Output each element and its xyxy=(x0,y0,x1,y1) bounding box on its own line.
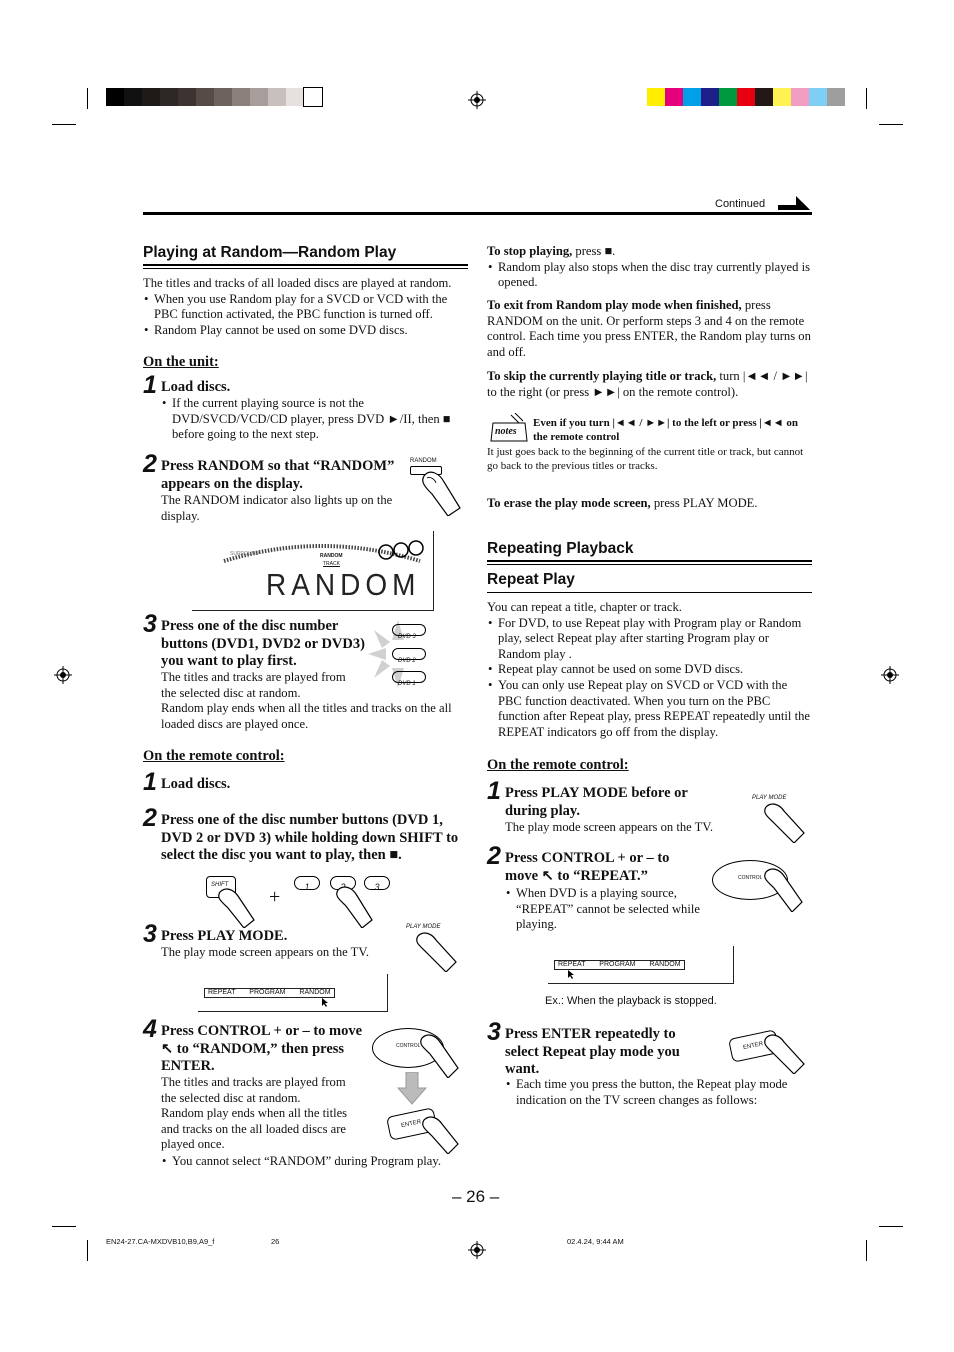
crop-mark xyxy=(866,88,867,109)
dvd3-button xyxy=(392,624,426,640)
color-swatch xyxy=(304,88,322,106)
step-title: Press PLAY MODE before or during play. xyxy=(505,785,688,819)
intro-text: The titles and tracks of all loaded discs are played at random. xyxy=(143,276,452,290)
notes-word: notes xyxy=(495,426,517,437)
play-mode-screen xyxy=(548,946,734,984)
dvd1-label: DVD 1 xyxy=(398,681,416,687)
lcd-track-indicator: TRACK xyxy=(323,561,340,567)
skip-text: turn |◄◄ / ►►| to the right (or press ►►| on the remote control). xyxy=(487,369,808,399)
dvd2-label: DVD 2 xyxy=(398,658,416,664)
disc1-button xyxy=(294,876,320,890)
crop-mark xyxy=(87,1240,88,1261)
unit-display-illustration xyxy=(192,531,434,611)
step-number: 4 xyxy=(143,1015,157,1043)
footer-date: 02.4.24, 9:44 AM xyxy=(567,1237,624,1246)
disc3-label: 3 xyxy=(374,882,380,892)
enter-label: ENTER xyxy=(742,1041,764,1052)
on-remote-heading: On the remote control: xyxy=(143,748,285,764)
screen-menu-row: REPEAT PROGRAM RANDOM xyxy=(554,960,685,970)
dvd3-label: DVD 3 xyxy=(398,634,416,640)
lcd-random-indicator: RANDOM xyxy=(320,553,343,559)
crop-mark xyxy=(52,1226,76,1227)
step-number: 2 xyxy=(143,450,157,478)
step-number: 3 xyxy=(143,610,157,638)
disc-icons xyxy=(378,539,426,563)
play-mode-screen xyxy=(198,974,388,1012)
color-swatch xyxy=(683,88,701,106)
step-title: Press PLAY MODE. xyxy=(161,928,288,944)
finger-icon xyxy=(760,1032,806,1074)
repeat-intro: You can repeat a title, chapter or track. xyxy=(487,600,682,614)
on-remote-heading: On the remote control: xyxy=(487,757,629,773)
list-item: • You can only use Repeat play on SVCD or VCD with the PBC function deactivated. When you turn on the PBC function after Repeat play, press REPEAT repeatedly until the REPEAT indicators go off from the display. xyxy=(487,678,812,740)
title-rule xyxy=(487,564,812,565)
list-item: • Random play also stops when the disc tray currently played is opened. xyxy=(487,260,812,291)
step-number: 3 xyxy=(143,920,157,948)
step-number: 3 xyxy=(487,1018,501,1046)
registration-mark-icon xyxy=(468,1241,486,1259)
section-title-random-play: Playing at Random—Random Play xyxy=(143,244,397,261)
erase-text: press PLAY MODE. xyxy=(650,496,758,510)
step-body: The RANDOM indicator also lights up on the display. xyxy=(161,493,393,523)
continued-label: Continued xyxy=(715,198,766,210)
random-button-illustration xyxy=(410,458,460,518)
random-button-label: RANDOM xyxy=(410,458,437,464)
finger-icon xyxy=(760,866,804,912)
color-swatch xyxy=(196,88,214,106)
step-title: Press CONTROL + or – to move ↖ to “REPEAT.” xyxy=(505,850,670,884)
step-number: 1 xyxy=(487,777,501,805)
color-swatch xyxy=(286,88,304,106)
step-body: Random play ends when all the titles and tracks on the all loaded discs are played once. xyxy=(161,1106,348,1152)
screen-menu-row: REPEAT PROGRAM RANDOM xyxy=(204,988,335,998)
color-swatch xyxy=(827,88,845,106)
step-body: The play mode screen appears on the TV. xyxy=(161,945,369,959)
play-mode-button-illustration xyxy=(752,795,808,843)
color-swatch xyxy=(701,88,719,106)
crop-mark xyxy=(866,1240,867,1261)
enter-label: ENTER xyxy=(400,1119,422,1130)
exit-label: To exit from Random play mode when finished, xyxy=(487,298,742,312)
dvd2-button xyxy=(392,648,426,664)
step-title: Load discs. xyxy=(161,776,231,792)
color-swatch xyxy=(647,88,665,106)
crop-mark xyxy=(879,124,903,125)
color-swatch xyxy=(106,88,124,106)
list-item: • Random Play cannot be used on some DVD discs. xyxy=(143,323,468,339)
footer-file-name: EN24-27.CA-MXDVB10,B9,A9_f xyxy=(106,1237,215,1246)
finger-icon xyxy=(418,468,462,516)
step-number: 1 xyxy=(143,371,157,399)
lcd-main-text: RANDOM xyxy=(266,567,421,602)
stop-text: press ■. xyxy=(572,244,616,258)
erase-label: To erase the play mode screen, xyxy=(487,496,651,510)
color-swatch xyxy=(809,88,827,106)
play-mode-label: PLAY MODE xyxy=(406,924,441,930)
color-swatch xyxy=(232,88,250,106)
control-dial-illustration xyxy=(710,858,806,914)
note-body: It just goes back to the beginning of the current title or track, but cannot go back to the previous titles or tracks. xyxy=(487,446,804,472)
step-title: Press ENTER repeatedly to select Repeat play mode you want. xyxy=(505,1026,680,1077)
section-title-repeating: Repeating Playback xyxy=(487,540,634,557)
step-number: 1 xyxy=(143,768,157,796)
header-rule xyxy=(143,212,812,215)
shift-label: SHIFT xyxy=(211,882,229,888)
list-item: • When you use Random play for a SVCD or VCD with the PBC function activated, the PBC function is turned off. xyxy=(143,292,468,323)
control-label: CONTROL xyxy=(396,1043,421,1049)
list-item: • Each time you press the button, the Repeat play mode indication on the TV screen changes as follows: xyxy=(505,1077,805,1108)
registration-mark-icon xyxy=(881,666,899,684)
control-label: CONTROL xyxy=(738,875,763,881)
step-body: The titles and tracks are played from the selected disc at random. xyxy=(161,670,346,700)
list-item: • You cannot select “RANDOM” during Program play. xyxy=(161,1154,468,1170)
registration-mark-icon xyxy=(468,91,486,109)
list-item: • Repeat play cannot be used on some DVD discs. xyxy=(487,662,812,678)
disc1-label: 1 xyxy=(304,882,310,892)
color-swatch xyxy=(214,88,232,106)
on-unit-heading: On the unit: xyxy=(143,354,219,370)
arrow-down-icon xyxy=(396,1072,428,1106)
color-swatch xyxy=(160,88,178,106)
title-rule xyxy=(487,560,812,562)
list-item: • If the current playing source is not the DVD/SVCD/VCD/CD player, press DVD ►/II, then ■ before going to the next step. xyxy=(161,396,466,443)
list-item: • When DVD is a playing source, “REPEAT” cannot be selected while playing. xyxy=(505,886,710,933)
color-swatch xyxy=(142,88,160,106)
finger-icon xyxy=(216,886,256,928)
plus-sign: + xyxy=(269,886,281,908)
step-title: Press one of the disc number buttons (DVD1, DVD2 or DVD3) you want to play first. xyxy=(161,618,365,669)
example-caption: Ex.: When the playback is stopped. xyxy=(545,995,717,1007)
cursor-icon xyxy=(568,970,576,979)
play-mode-button-illustration xyxy=(404,924,464,972)
step-body: Random play ends when all the titles and tracks on the all loaded discs are played once. xyxy=(161,701,452,731)
title-rule xyxy=(143,268,468,269)
color-swatch xyxy=(737,88,755,106)
color-swatch xyxy=(665,88,683,106)
dvd1-button xyxy=(392,671,426,687)
step-number: 2 xyxy=(143,804,157,832)
step-number: 2 xyxy=(487,842,501,870)
color-swatch xyxy=(124,88,142,106)
stop-label: To stop playing, xyxy=(487,244,573,258)
color-swatch xyxy=(719,88,737,106)
enter-button-illustration xyxy=(726,1024,808,1072)
dvd-buttons-illustration xyxy=(360,618,436,690)
step-body: The titles and tracks are played from the selected disc at random. xyxy=(161,1075,346,1105)
crop-mark xyxy=(52,124,76,125)
title-rule xyxy=(487,592,812,593)
color-swatch xyxy=(791,88,809,106)
arrow-right-icon xyxy=(776,192,812,212)
color-swatch xyxy=(268,88,286,106)
color-swatch xyxy=(250,88,268,106)
finger-icon xyxy=(418,1114,460,1154)
cursor-icon xyxy=(322,998,330,1007)
page-number: – 26 – xyxy=(452,1187,500,1206)
step-title: Load discs. xyxy=(161,379,231,395)
lcd-surround: SURROUND xyxy=(230,551,259,557)
control-enter-illustration xyxy=(368,1024,464,1152)
crop-mark xyxy=(879,1226,903,1227)
exit-text: press RANDOM on the unit. Or perform steps 3 and 4 on the remote control. Each time you press ENTER, the Random play turns on and off. xyxy=(487,298,811,359)
note-title: Even if you turn |◄◄ / ►►| to the left or press |◄◄ on the remote control xyxy=(533,417,798,443)
footer-file-page: 26 xyxy=(271,1237,280,1246)
crop-mark xyxy=(87,88,88,109)
finger-icon xyxy=(760,801,806,843)
skip-label: To skip the currently playing title or track, xyxy=(487,369,717,383)
color-swatch xyxy=(755,88,773,106)
step-body: The play mode screen appears on the TV. xyxy=(505,820,713,834)
title-rule xyxy=(143,264,468,266)
notes-icon xyxy=(489,413,531,445)
color-swatch xyxy=(178,88,196,106)
step-title: Press RANDOM so that “RANDOM” appears on the display. xyxy=(161,458,395,492)
step-title: Press one of the disc number buttons (DVD 1, DVD 2 or DVD 3) while holding down SHIFT to select the disc you want to play, then ■. xyxy=(161,812,459,863)
list-item: • For DVD, to use Repeat play with Program play or Random play, select Repeat play after starting Program play or Random play . xyxy=(487,616,812,663)
step-title: Press CONTROL + or – to move ↖ to “RANDOM,” then press ENTER. xyxy=(161,1023,363,1074)
registration-mark-icon xyxy=(54,666,72,684)
color-swatch xyxy=(773,88,791,106)
finger-icon xyxy=(412,930,458,972)
play-mode-label: PLAY MODE xyxy=(752,795,787,801)
section-title-repeat-play: Repeat Play xyxy=(487,571,575,588)
shift-disc-illustration xyxy=(206,872,396,928)
finger-icon xyxy=(334,884,374,928)
